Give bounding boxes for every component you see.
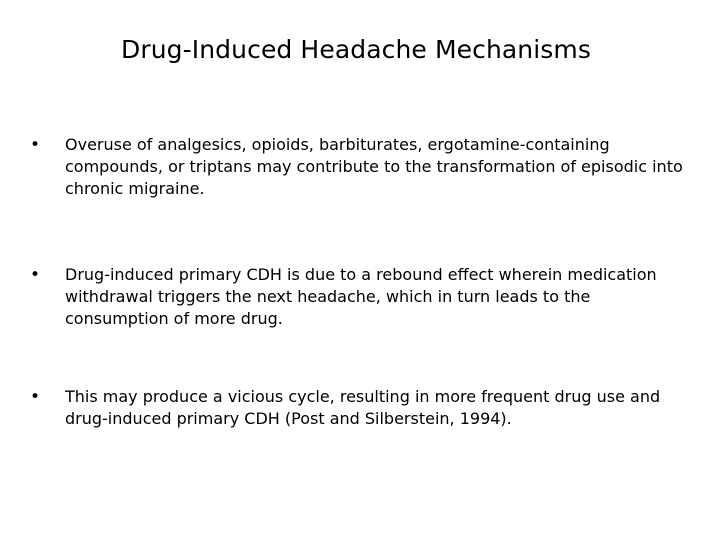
bullet-point-icon: • <box>30 135 41 155</box>
bullet-item <box>30 134 690 200</box>
bullet-item <box>30 264 690 330</box>
bullet-item <box>30 386 690 430</box>
bullet-text: Drug-induced primary CDH is due to a rebound effect wherein medication withdrawal triggers the next headache, which in turn leads to the consumption of more drug. <box>65 265 657 328</box>
bullet-point-icon: • <box>30 387 41 407</box>
slide-title: Drug-Induced Headache Mechanisms <box>121 35 591 64</box>
bullet-text: Overuse of analgesics, opioids, barbiturates, ergotamine-containing compounds, or triptans may contribute to the transformation of episodic into chronic migraine. <box>65 135 683 198</box>
bullet-text: This may produce a vicious cycle, resulting in more frequent drug use and drug-induced primary CDH (Post and Silberstein, 1994). <box>65 387 661 428</box>
bullet-point-icon: • <box>30 265 41 285</box>
